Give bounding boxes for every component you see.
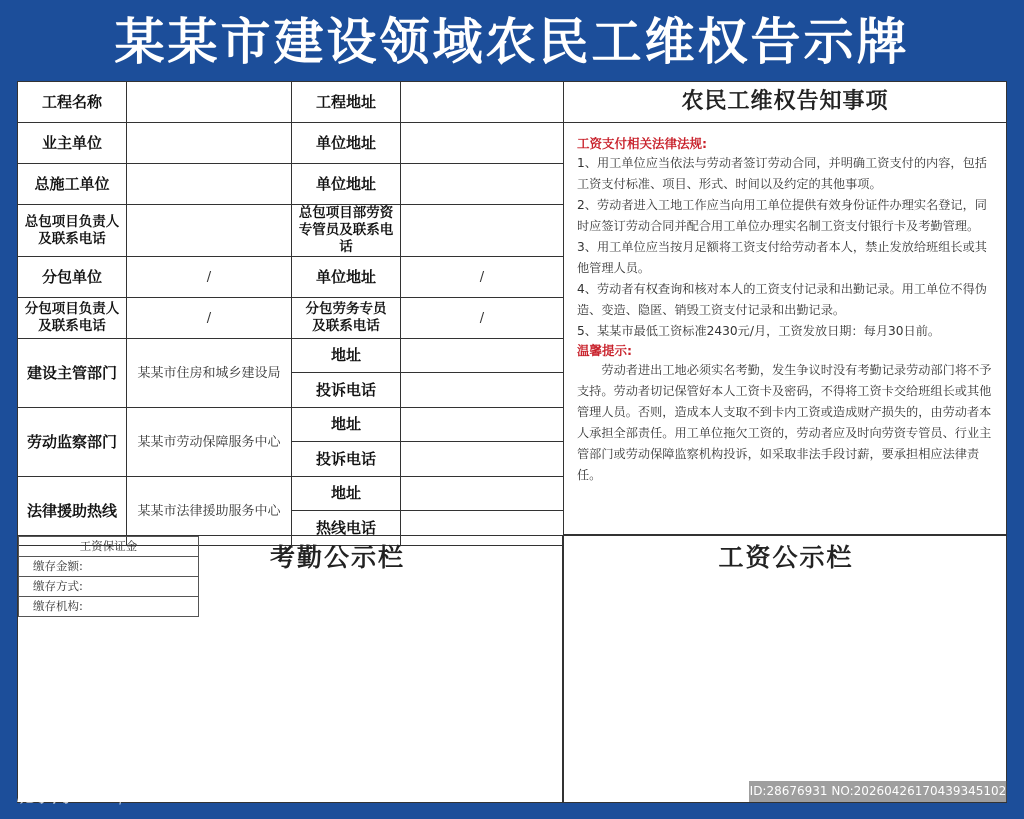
deposit-method-label: 缴存方式: (19, 577, 199, 597)
deposit-heading: 工资保证金 (19, 537, 199, 557)
sub-pm-label (18, 298, 127, 339)
owner-address-value (401, 123, 564, 164)
table-row (19, 557, 199, 577)
sub-labor-label-line1: 分包劳务专员 (305, 301, 387, 317)
table-row (18, 408, 564, 442)
law-item: 1、用工单位应当依法与劳动者签订劳动合同，并明确工资支付的内容，包括工资支付标准、项目、形式、时间以及约定的其他事项。 (577, 156, 987, 191)
labor-manager-value (401, 205, 564, 257)
law-item: 2、劳动者进入工地工作应当向用工单位提供有效身份证件办理实名登记，同时应签订劳动合同并配合用工单位办理实名制工资支付银行卡及考勤管理。 (577, 198, 987, 233)
legal-aid-label: 法律援助热线 (18, 477, 127, 546)
legal-aid-address-value (401, 477, 564, 511)
labor-inspection-value: 某某市劳动保障服务中心 (127, 408, 292, 477)
board-panel (17, 81, 1007, 803)
project-address-value (401, 82, 564, 123)
table-row (18, 477, 564, 511)
law-item: 4、劳动者有权查询和核对本人的工资支付记录和出勤记录。用工单位不得伪造、变造、隐匿、销毁工资支付记录和出勤记录。 (577, 282, 987, 317)
owner-unit-label: 业主单位 (18, 123, 127, 164)
general-contractor-value (127, 164, 292, 205)
sub-labor-value: / (401, 298, 564, 339)
rights-notice-section (563, 81, 1007, 535)
general-pm-label-line2: 及联系电话 (38, 230, 106, 247)
owner-address-label: 单位地址 (292, 123, 401, 164)
table-row (19, 537, 199, 557)
table-row (18, 339, 564, 373)
watermark-logo (16, 782, 155, 808)
law-item: 5、某某市最低工资标准2430元/月，工资发放日期：每月30日前。 (577, 324, 941, 338)
labor-manager-label-line2: 专管员及联系电话 (298, 222, 394, 255)
labor-inspection-label: 劳动监察部门 (18, 408, 127, 477)
construction-dept-label: 建设主管部门 (18, 339, 127, 408)
subcontractor-value: / (127, 257, 292, 298)
subcontractor-address-value: / (401, 257, 564, 298)
general-contractor-label: 总施工单位 (18, 164, 127, 205)
watermark-logo-text: 昵享网 (16, 786, 70, 807)
construction-dept-phone-label: 投诉电话 (292, 373, 401, 408)
board-title: 某某市建设领域农民工维权告示牌 (114, 13, 910, 71)
notice-title: 农民工维权告知事项 (564, 82, 1006, 123)
project-name-label: 工程名称 (18, 82, 127, 123)
deposit-institution-label: 缴存机构: (19, 597, 199, 617)
watermark-url: www.nipic.cn (76, 791, 155, 805)
subcontractor-address-label: 单位地址 (292, 257, 401, 298)
tip-text: 劳动者进出工地必须实名考勤，发生争议时没有考勤记录劳动部门将不予支持。劳动者切记保管好本人工资卡及密码，不得将工资卡交给班组长或其他管理人员。否则，造成本人支取不到卡内工资或造成财产损失的，由劳动者本人承担全部责任。用工单位拖欠工资的，劳动者应及时向劳资专管员、行业主管部门或劳动保障监察机构投诉，如采取非法手段讨薪，要承担相应法律责任。 (577, 363, 992, 482)
legal-aid-value: 某某市法律援助服务中心 (127, 477, 292, 546)
labor-manager-label (292, 205, 401, 257)
sub-labor-label (292, 298, 401, 339)
table-row (18, 257, 564, 298)
legal-aid-phone-label: 热线电话 (292, 511, 401, 546)
table-row (18, 205, 564, 257)
wage-board (563, 535, 1007, 803)
project-info-table (17, 81, 564, 546)
project-address-label: 工程地址 (292, 82, 401, 123)
general-pm-label-line1: 总包项目负责人 (24, 213, 120, 230)
wage-board-title: 工资公示栏 (718, 543, 854, 572)
construction-dept-address-label: 地址 (292, 339, 401, 373)
general-pm-label (18, 205, 127, 257)
notice-body (564, 123, 1006, 486)
attendance-board-title: 考勤公示栏 (270, 543, 406, 572)
project-name-value (127, 82, 292, 123)
owner-unit-value (127, 123, 292, 164)
contractor-address-label: 单位地址 (292, 164, 401, 205)
tip-heading: 温馨提示: (577, 343, 632, 358)
table-row (19, 577, 199, 597)
law-item: 3、用工单位应当按月足额将工资支付给劳动者本人，禁止发放给班组长或其他管理人员。 (577, 240, 987, 275)
labor-inspection-address-value (401, 408, 564, 442)
construction-dept-address-value (401, 339, 564, 373)
labor-inspection-phone-label: 投诉电话 (292, 442, 401, 477)
sub-pm-label-line2: 及联系电话 (38, 318, 106, 334)
table-row (18, 164, 564, 205)
sub-pm-value: / (127, 298, 292, 339)
watermark-id: ID:28676931 NO:20260426170439345102 (749, 781, 1007, 802)
attendance-board (17, 535, 563, 803)
labor-inspection-phone-value (401, 442, 564, 477)
contractor-address-value (401, 164, 564, 205)
sub-labor-label-line2: 及联系电话 (312, 318, 380, 334)
construction-dept-phone-value (401, 373, 564, 408)
deposit-amount-label: 缴存金额: (19, 557, 199, 577)
table-row (18, 298, 564, 339)
wage-deposit-table (18, 536, 199, 617)
labor-manager-label-line1: 总包项目部劳资 (298, 205, 394, 221)
table-row (18, 82, 564, 123)
labor-inspection-address-label: 地址 (292, 408, 401, 442)
table-row (18, 123, 564, 164)
general-pm-value (127, 205, 292, 257)
construction-dept-value: 某某市住房和城乡建设局 (127, 339, 292, 408)
legal-aid-address-label: 地址 (292, 477, 401, 511)
table-row (19, 597, 199, 617)
law-heading: 工资支付相关法律法规: (577, 136, 707, 151)
sub-pm-label-line1: 分包项目负责人 (24, 301, 120, 317)
subcontractor-label: 分包单位 (18, 257, 127, 298)
